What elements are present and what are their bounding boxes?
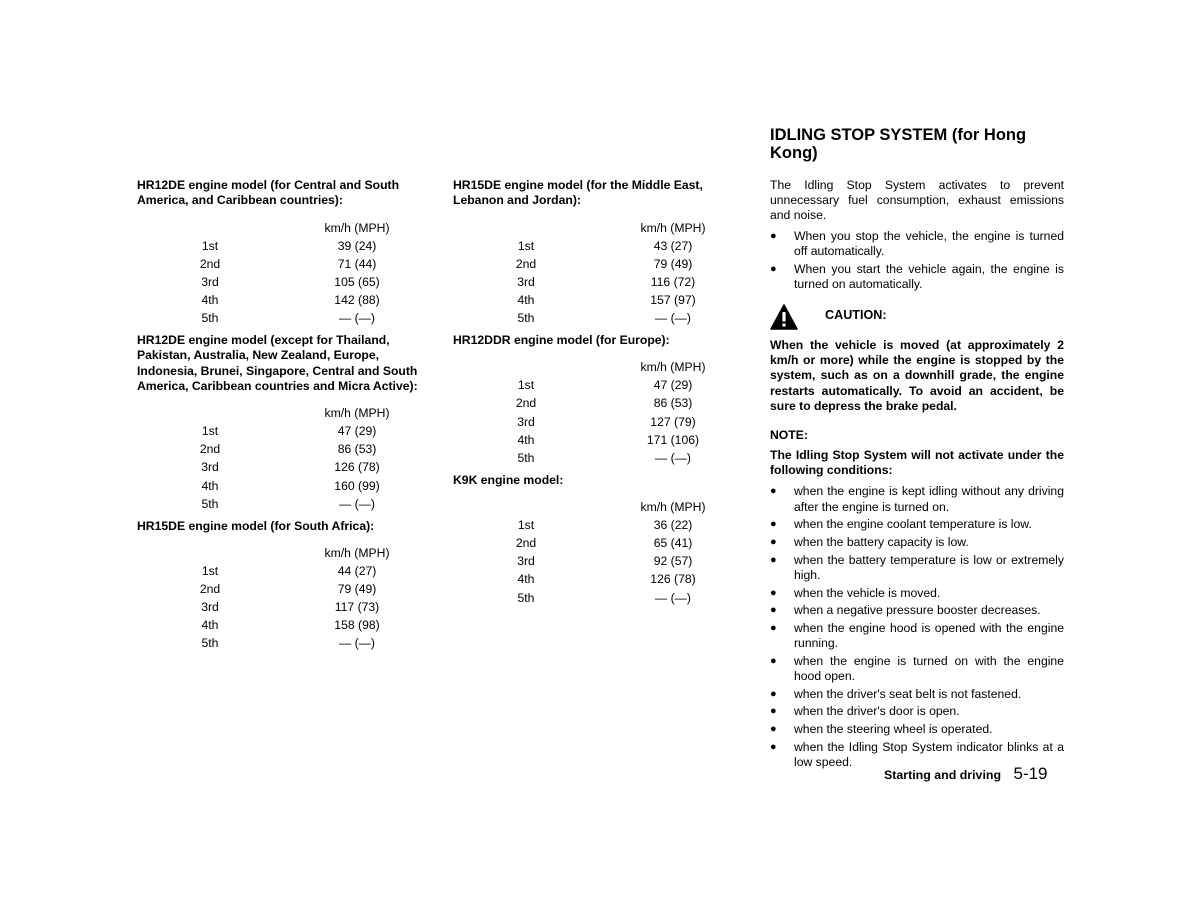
gear-label: 4th xyxy=(201,292,219,307)
gear-label: 5th xyxy=(517,590,535,605)
column-right xyxy=(770,126,1064,773)
list-item: ● when the engine coolant temperature is low. xyxy=(770,517,1032,532)
table-row xyxy=(137,562,437,580)
bullet-icon: ● xyxy=(770,687,777,700)
speed-table-hr12de-except xyxy=(137,333,437,513)
unit-header: km/h (MPH) xyxy=(324,546,390,561)
gear-label: 1st xyxy=(517,238,535,253)
table-row xyxy=(453,589,743,607)
speed-value: — (—) xyxy=(655,450,691,465)
list-item: ● when the Idling Stop System indicator blinks at a low speed. xyxy=(770,739,1064,770)
bullet-icon: ● xyxy=(770,518,777,531)
gear-label: 4th xyxy=(201,478,219,493)
section-title: HR15DE engine model (for South Africa): xyxy=(137,518,375,533)
table-row xyxy=(453,570,743,588)
bullet-icon: ● xyxy=(770,586,777,599)
gear-label: 2nd xyxy=(199,582,221,597)
speed-value: 86 (53) xyxy=(337,442,377,457)
section-title: HR12DE engine model (for Central and South America, and Caribbean countries): xyxy=(137,178,400,208)
table-row xyxy=(137,616,437,634)
table-row xyxy=(453,413,743,431)
gear-label: 5th xyxy=(517,310,535,325)
bullet-icon: ● xyxy=(770,485,777,498)
conditions-list xyxy=(770,484,1064,770)
speed-table-hr15de-south-africa xyxy=(137,519,437,653)
table-row xyxy=(137,495,437,513)
section-title: HR12DE engine model (except for Thailand, Pakistan, Australia, New Zealand, Europe, Indonesia, Brunei, Singapore, Central and South America, Caribbean countries and Micra Active): xyxy=(137,333,418,393)
speed-value: 126 (78) xyxy=(650,572,696,587)
gear-label: 5th xyxy=(201,636,219,651)
table-row xyxy=(137,237,437,255)
unit-header: km/h (MPH) xyxy=(324,220,390,235)
bullet-icon: ● xyxy=(770,705,777,718)
table-row xyxy=(453,516,743,534)
table-row xyxy=(453,376,743,394)
warning-icon xyxy=(770,304,798,330)
unit-header: km/h (MPH) xyxy=(640,360,706,375)
unit-header: km/h (MPH) xyxy=(640,220,706,235)
speed-value: — (—) xyxy=(655,310,691,325)
speed-value: 92 (57) xyxy=(653,554,693,569)
speed-value: 117 (73) xyxy=(334,600,380,615)
gear-label: 2nd xyxy=(199,256,221,271)
table-row xyxy=(453,534,743,552)
speed-value: 127 (79) xyxy=(650,414,696,429)
speed-value: 171 (106) xyxy=(646,432,700,447)
note-text: The Idling Stop System will not activate under the following conditions: xyxy=(770,447,1064,478)
table-row xyxy=(137,580,437,598)
speed-table-hr12de-central-south-america xyxy=(137,178,437,327)
speed-value: 158 (98) xyxy=(334,618,380,633)
table-row xyxy=(453,552,743,570)
list-item: ● when a negative pressure booster decreases. xyxy=(770,603,1041,618)
speed-value: 43 (27) xyxy=(653,238,693,253)
gear-label: 1st xyxy=(517,518,535,533)
footer-section-name: Starting and driving xyxy=(884,768,1002,782)
speed-value: 105 (65) xyxy=(334,274,380,289)
caution-header xyxy=(770,304,1064,332)
speed-value: 44 (27) xyxy=(337,564,377,579)
gear-label: 5th xyxy=(517,450,535,465)
gear-label: 4th xyxy=(517,572,535,587)
speed-value: 36 (22) xyxy=(653,518,693,533)
gear-label: 4th xyxy=(517,432,535,447)
page-footer xyxy=(884,764,1048,784)
speed-value: — (—) xyxy=(339,310,375,325)
gear-label: 3rd xyxy=(201,460,219,475)
speed-value: 142 (88) xyxy=(334,292,380,307)
list-item: ● when the battery temperature is low or extremely high. xyxy=(770,552,1064,582)
speed-value: 126 (78) xyxy=(334,460,380,475)
table-row xyxy=(137,273,437,291)
speed-value: 47 (29) xyxy=(653,378,693,393)
gear-label: 3rd xyxy=(517,414,535,429)
list-item: ● when the driver's seat belt is not fastened. xyxy=(770,686,1022,701)
speed-table-hr12ddr-europe xyxy=(453,333,743,467)
gear-label: 3rd xyxy=(517,554,535,569)
gear-label: 2nd xyxy=(515,536,537,551)
speed-value: 157 (97) xyxy=(650,292,696,307)
gear-label: 2nd xyxy=(515,396,537,411)
speed-value: 79 (49) xyxy=(653,256,693,271)
gear-label: 1st xyxy=(201,238,219,253)
list-item: ● when the steering wheel is operated. xyxy=(770,722,993,737)
table-row xyxy=(137,291,437,309)
gear-label: 3rd xyxy=(201,274,219,289)
speed-value: 160 (99) xyxy=(334,478,380,493)
speed-table-k9k xyxy=(453,473,743,607)
list-item: ● when the engine is turned on with the engine hood open. xyxy=(770,653,1064,684)
gear-label: 5th xyxy=(201,496,219,511)
gear-label: 2nd xyxy=(515,256,537,271)
gear-label: 5th xyxy=(201,310,219,325)
caution-label: CAUTION: xyxy=(825,307,887,322)
bullet-icon: ● xyxy=(770,535,777,548)
speed-value: 116 (72) xyxy=(650,274,696,289)
gear-label: 4th xyxy=(201,618,219,633)
table-row xyxy=(137,598,437,616)
list-item: ● When you stop the vehicle, the engine is turned off automatically. xyxy=(770,228,1064,258)
table-row xyxy=(453,255,743,273)
table-row xyxy=(137,309,437,327)
bullet-icon: ● xyxy=(770,621,777,634)
speed-table-hr15de-middle-east xyxy=(453,178,743,327)
caution-text: When the vehicle is moved (at approximately 2 km/h or more) while the engine is stopped by the system, such as on a downhill grade, the engine restarts automatically. To avoid an accident, be sure to depress the brake pedal. xyxy=(770,337,1064,413)
intro-paragraph: The Idling Stop System activates to prevent unnecessary fuel consumption, exhaust emissions and noise. xyxy=(770,178,1064,223)
table-row xyxy=(137,440,437,458)
gear-label: 1st xyxy=(517,378,535,393)
list-item: ● when the engine hood is opened with the engine running. xyxy=(770,620,1064,651)
bullet-icon: ● xyxy=(770,740,777,753)
list-item: ● when the vehicle is moved. xyxy=(770,585,941,600)
section-title: HR12DDR engine model (for Europe): xyxy=(453,333,670,348)
speed-value: 86 (53) xyxy=(653,396,693,411)
section-title: HR15DE engine model (for the Middle East, Lebanon and Jordan): xyxy=(453,178,703,208)
gear-label: 2nd xyxy=(199,442,221,457)
table-row xyxy=(137,458,437,476)
bullet-icon: ● xyxy=(770,229,777,242)
unit-header: km/h (MPH) xyxy=(324,406,390,421)
table-row xyxy=(453,309,743,327)
gear-label: 1st xyxy=(201,424,219,439)
list-item: ● when the battery capacity is low. xyxy=(770,534,969,549)
speed-value: 65 (41) xyxy=(653,536,693,551)
bullet-icon: ● xyxy=(770,553,777,566)
list-item: ● when the engine is kept idling without any driving after the engine is turned on. xyxy=(770,484,1064,514)
speed-value: 71 (44) xyxy=(337,256,377,271)
unit-header: km/h (MPH) xyxy=(640,500,706,515)
table-row xyxy=(453,394,743,412)
speed-value: 47 (29) xyxy=(337,424,377,439)
bullet-icon: ● xyxy=(770,723,777,736)
column-middle xyxy=(453,178,743,613)
gear-label: 3rd xyxy=(201,600,219,615)
page-section-title: IDLING STOP SYSTEM (for Hong Kong) xyxy=(770,126,1027,162)
speed-value: — (—) xyxy=(655,590,691,605)
table-row xyxy=(137,477,437,495)
gear-label: 3rd xyxy=(517,274,535,289)
bullet-icon: ● xyxy=(770,262,777,275)
bullet-icon: ● xyxy=(770,654,777,667)
table-row xyxy=(137,422,437,440)
column-left xyxy=(137,178,437,658)
table-row xyxy=(453,273,743,291)
page-number: 5-19 xyxy=(1013,764,1048,783)
note-label: NOTE: xyxy=(770,427,808,442)
intro-bullet-list xyxy=(770,229,1064,292)
gear-label: 1st xyxy=(201,564,219,579)
section-title: K9K engine model: xyxy=(453,472,564,487)
speed-value: 39 (24) xyxy=(337,238,377,253)
table-row xyxy=(137,255,437,273)
bullet-icon: ● xyxy=(770,604,777,617)
table-row xyxy=(453,291,743,309)
list-item: ● when the driver's door is open. xyxy=(770,704,960,719)
speed-value: — (—) xyxy=(339,496,375,511)
table-row xyxy=(453,449,743,467)
gear-label: 4th xyxy=(517,292,535,307)
table-row xyxy=(453,237,743,255)
list-item: ● When you start the vehicle again, the engine is turned on automatically. xyxy=(770,261,1064,291)
table-row xyxy=(137,634,437,652)
speed-value: 79 (49) xyxy=(337,582,377,597)
speed-value: — (—) xyxy=(339,636,375,651)
table-row xyxy=(453,431,743,449)
